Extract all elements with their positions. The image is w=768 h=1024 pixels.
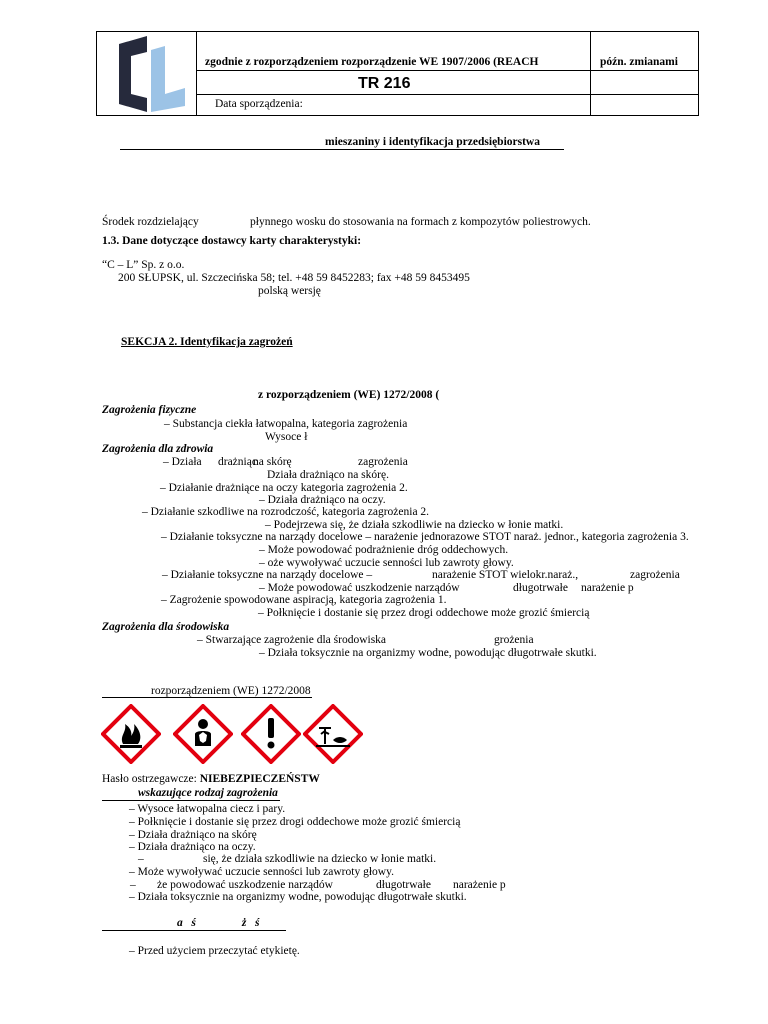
hazard-line: drażniąc <box>218 456 257 468</box>
company-logo <box>109 36 189 112</box>
hazard-line: – Podejrzewa się, że działa szkodliwie na dziecko w łonie matki. <box>265 519 564 531</box>
hazard-statement: długotrwałe <box>376 879 431 891</box>
signal-word-row <box>102 773 320 786</box>
section2-heading: SEKCJA 2. Identyfikacja zagrożeń <box>121 336 293 348</box>
hazard-statement: się, że działa szkodliwie na dziecko w łonie matki. <box>203 853 437 865</box>
hazard-line: – Działanie toksyczne na narządy docelowe – <box>162 569 373 581</box>
hazard-line: – Może powodować uszkodzenie narządów <box>259 582 460 594</box>
hazard-line: – Działa toksycznie na organizmy wodne, powodując długotrwałe skutki. <box>259 647 597 659</box>
header-divider <box>196 94 698 95</box>
environment-icon <box>303 704 363 764</box>
hazard-statement: – <box>138 853 144 865</box>
hazard-line: zagrożenia <box>630 569 680 581</box>
environment-heading: Zagrożenia dla środowiska <box>102 621 230 633</box>
health-hazard-icon <box>173 704 233 764</box>
precaution-statement: – Przed użyciem przeczytać etykietę. <box>129 945 300 957</box>
hazard-statement: – Połknięcie i dostanie się przez drogi oddechowe może grozić śmiercią <box>129 816 461 828</box>
clp-regulation: z rozporządzeniem (WE) 1272/2008 ( <box>258 389 440 401</box>
hazard-statement: – <box>130 879 136 891</box>
hazard-statements-heading: wskazujące rodzaj zagrożenia <box>138 787 278 799</box>
hazard-line: – Działanie szkodliwe na rozrodczość, kategoria zagrożenia 2. <box>142 506 430 518</box>
hazard-statement: – Może wywoływać uczucie senności lub zawroty głowy. <box>129 866 394 878</box>
hazard-line: – Działanie toksyczne na narządy docelowe – narażenie jednorazowe STOT naraż. jednor., kategoria zagrożenia 3. <box>161 531 689 543</box>
exclamation-icon <box>241 704 301 764</box>
hazard-line: długotrwałe <box>513 582 568 594</box>
hazard-line: – oże wywoływać uczucie senności lub zawroty głowy. <box>259 557 514 569</box>
hazard-statement: – Działa drażniąco na skórę <box>129 829 257 841</box>
company-name: “C – L” Sp. z o.o. <box>102 259 185 271</box>
date-label: Data sporządzenia: <box>215 98 303 110</box>
hazard-line: Wysoce ł <box>265 431 308 443</box>
version-text: polską wersję <box>258 285 321 297</box>
signal-word-label: Hasło ostrzegawcze: <box>102 773 200 785</box>
section1-heading: mieszaniny i identyfikacja przedsiębiorstwa <box>325 136 540 148</box>
hazard-line: – Zagrożenie spowodowane aspiracją, kategoria zagrożenia 1. <box>161 594 447 606</box>
amendments-text: późn. zmianami <box>600 56 678 68</box>
header-divider <box>196 70 698 71</box>
precaution-underline <box>102 930 286 931</box>
product-code: TR 216 <box>358 75 411 92</box>
use-text: Środek rozdzielający <box>102 216 199 228</box>
hazard-line: – Działa <box>163 456 202 468</box>
hazard-line: – Stwarzające zagrożenie dla środowiska <box>197 634 387 646</box>
physical-heading: Zagrożenia fizyczne <box>102 404 197 416</box>
hazard-line: – Może powodować podrażnienie dróg oddechowych. <box>259 544 509 556</box>
hazard-line: – Działanie drażniące na oczy kategoria zagrożenia 2. <box>160 482 408 494</box>
hazard-line: na skórę <box>253 456 292 468</box>
labelling-regulation: rozporządzeniem (WE) 1272/2008 <box>151 685 311 697</box>
hazard-line: Działa drażniąco na skórę. <box>267 469 389 481</box>
use-text: płynnego wosku do stosowania na formach z kompozytów poliestrowych. <box>250 216 591 228</box>
document-header <box>96 31 699 116</box>
hazard-statements-underline <box>102 800 280 801</box>
flame-icon <box>101 704 161 764</box>
hazard-line: narażenie p <box>581 582 634 594</box>
hazard-statement: – Działa drażniąco na oczy. <box>129 841 256 853</box>
company-address: 200 SŁUPSK, ul. Szczecińska 58; tel. +48 59 8452283; fax +48 59 8453495 <box>118 272 470 284</box>
supplier-heading: 1.3. Dane dotyczące dostawcy karty charakterystyki: <box>102 235 362 247</box>
header-divider <box>196 32 197 115</box>
hazard-line: – Substancja ciekła łatwopalna, kategoria zagrożenia <box>164 418 408 430</box>
signal-word: NIEBEZPIECZEŃSTW <box>199 773 320 785</box>
hazard-line: – Połknięcie i dostanie się przez drogi oddechowe może grozić śmiercią <box>258 607 590 619</box>
hazard-line: narażenie STOT wielokr.naraż., <box>432 569 579 581</box>
section-underline <box>120 149 564 150</box>
health-heading: Zagrożenia dla zdrowia <box>102 443 214 455</box>
hazard-line: zagrożenia <box>358 456 408 468</box>
header-divider <box>590 32 591 115</box>
precaution-heading: a ś ż ś <box>177 917 260 929</box>
hazard-line: grożenia <box>494 634 534 646</box>
hazard-statement: – Działa toksycznie na organizmy wodne, powodując długotrwałe skutki. <box>129 891 467 903</box>
regulation-text: zgodnie z rozporządzeniem rozporządzenie WE 1907/2006 (REACH <box>205 56 539 68</box>
hazard-statement: że powodować uszkodzenie narządów <box>157 879 333 891</box>
hazard-line: – Działa drażniąco na oczy. <box>259 494 386 506</box>
hazard-statement: narażenie p <box>453 879 506 891</box>
hazard-statement: – Wysoce łatwopalna ciecz i pary. <box>129 803 286 815</box>
